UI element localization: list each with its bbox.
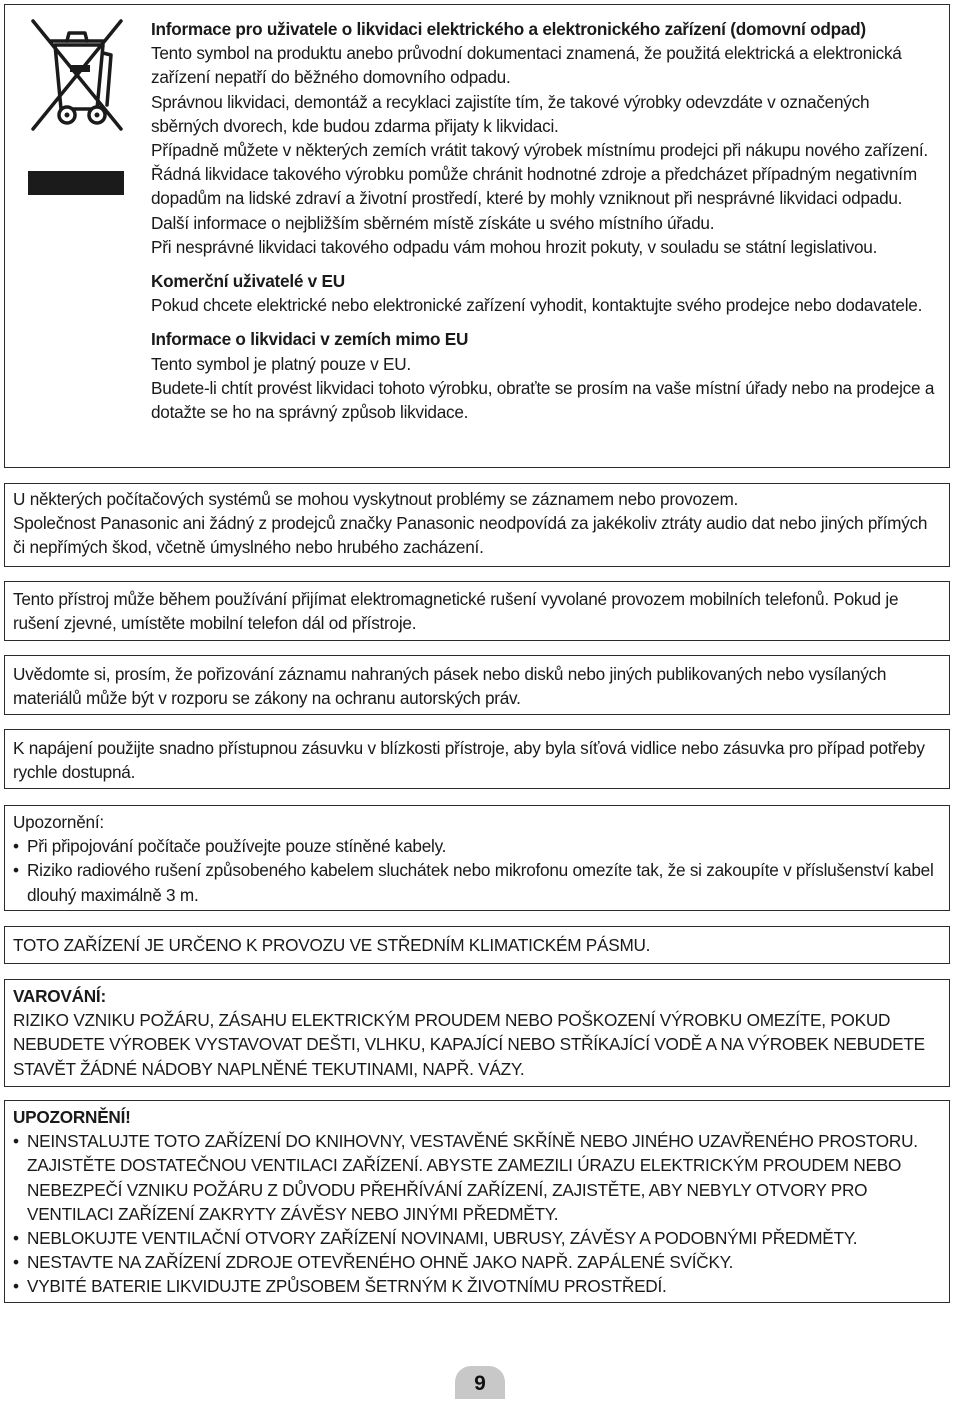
list-item-text: Při připojování počítače používejte pouze stíněné kabely. — [27, 836, 447, 857]
power-outlet-text: K napájení použijte snadno přístupnou zásuvku v blízkosti přístroje, aby byla síťová vidlice nebo zásuvka pro případ potřeby rychle dostupná. — [13, 738, 925, 783]
cable-notice-title: Upozornění: — [13, 812, 104, 832]
weee-paragraph: Při nesprávné likvidaci takového odpadu vám mohou hrozit pokuty, v souladu se státní legislativou. — [151, 236, 878, 257]
bullet-icon: • — [13, 1131, 19, 1152]
bullet-icon: • — [13, 1228, 19, 1249]
weee-paragraph: Případně můžete v některých zemích vrátit takový výrobek místnímu prodejci při nákupu nového zařízení. — [151, 140, 928, 161]
weee-disposal-box — [4, 4, 950, 468]
caution-box — [4, 1100, 950, 1303]
caution-title: UPOZORNĚNÍ! — [13, 1107, 131, 1127]
list-item-text: VYBITÉ BATERIE LIKVIDUJTE ZPŮSOBEM ŠETRNÝM K ŽIVOTNÍMU PROSTŘEDÍ. — [27, 1276, 667, 1297]
crossed-out-wheelie-bin-icon — [27, 15, 127, 135]
non-eu-paragraph: Tento symbol je platný pouze v EU. — [151, 353, 411, 374]
list-item — [13, 1129, 941, 1226]
list-item — [13, 858, 941, 906]
emi-notice-box — [4, 581, 950, 641]
bullet-icon: • — [13, 1252, 19, 1273]
bullet-icon: • — [13, 1276, 19, 1297]
list-item-text: NESTAVTE NA ZAŘÍZENÍ ZDROJE OTEVŘENÉHO OHNĚ JAKO NAPŘ. ZAPÁLENÉ SVÍČKY. — [27, 1252, 734, 1273]
business-users-text: Pokud chcete elektrické nebo elektronické zařízení vyhodit, kontaktujte svého prodejce nebo dodavatele. — [151, 295, 923, 316]
climate-text: TOTO ZAŘÍZENÍ JE URČENO K PROVOZU VE STŘEDNÍM KLIMATICKÉM PÁSMU. — [13, 935, 651, 955]
warning-title: VAROVÁNÍ: — [13, 986, 106, 1006]
list-item — [13, 1226, 941, 1250]
bullet-icon: • — [13, 860, 19, 881]
list-item-text: Riziko radiového rušení způsobeného kabelem sluchátek nebo mikrofonu omezíte tak, že si zakoupíte v příslušenství kabel dlouhý maximálně 3 m. — [27, 860, 934, 905]
list-item — [13, 1250, 941, 1274]
data-loss-text: U některých počítačových systémů se mohou vyskytnout problémy se záznamem nebo provozem. — [13, 489, 739, 509]
page-number: 9 — [455, 1366, 505, 1399]
copyright-notice-box — [4, 655, 950, 715]
weee-text-block — [151, 17, 941, 424]
liability-text: Společnost Panasonic ani žádný z prodejců značky Panasonic neodpovídá za jakékoliv ztráty audio dat nebo jiných přímých či nepřímých škod, včetně úmyslného nebo hrubého zacházení. — [13, 513, 928, 558]
weee-paragraph: Řádná likvidace takového výrobku pomůže chránit hodnotné zdroje a předcházet případným negativním dopadům na lidské zdraví a životní prostředí, které by mohly vzniknout při nesprávné likvidaci odpadu. Další informace o nejbližším sběrném místě získáte u svého místního úřadu. — [151, 164, 917, 233]
list-item — [13, 834, 941, 858]
emi-text: Tento přístroj může během používání přijímat elektromagnetické rušení vyvolané provozem mobilních telefonů. Pokud je rušení zjevné, umístěte mobilní telefon dál od přístroje. — [13, 589, 899, 634]
weee-title: Informace pro uživatele o likvidaci elektrického a elektronického zařízení (domovní odpad) — [151, 19, 866, 39]
non-eu-paragraph: Budete-li chtít provést likvidaci tohoto výrobku, obraťte se prosím na vaše místní úřady nebo na prodejce a dotažte se ho na správný způsob likvidace. — [151, 377, 935, 423]
list-item — [13, 1274, 941, 1298]
copyright-text: Uvědomte si, prosím, že pořizování záznamu nahraných pásek nebo disků nebo jiných publikovaných nebo vysílaných materiálů může být v rozporu se zákony na ochranu autorských práv. — [13, 664, 887, 709]
non-eu-title: Informace o likvidaci v zemích mimo EU — [151, 329, 469, 350]
list-item-text: NEINSTALUJTE TOTO ZAŘÍZENÍ DO KNIHOVNY, VESTAVĚNÉ SKŘÍNĚ NEBO JINÉHO UZAVŘENÉHO PROSTORU. ZAJISTĚTE DOSTATEČNOU VENTILACI ZAŘÍZENÍ. ABYSTE ZAMEZILI ÚRAZU ELEKTRICKÝM PROUDEM NEBO NEBEZPEČÍ VZNIKU POŽÁRU Z DŮVODU PŘEHŘÍVÁNÍ ZAŘÍZENÍ, ZAJISTĚTE, ABY NEBYLY OTVORY PRO VENTILACI ZAŘÍZENÍ ZAKRYTY ZÁVĚSY NEBO JINÝMI PŘEDMĚTY. — [27, 1131, 918, 1224]
weee-paragraph: Správnou likvidaci, demontáž a recyklaci zajistíte tím, že takové výrobky odevzdáte v označených sběrných dvorech, kde budou zdarma přijaty k likvidaci. — [151, 91, 870, 136]
list-item-text: NEBLOKUJTE VENTILAČNÍ OTVORY ZAŘÍZENÍ NOVINAMI, UBRUSY, ZÁVĚSY A PODOBNÝMI PŘEDMĚTY. — [27, 1228, 858, 1249]
power-outlet-notice-box — [4, 729, 950, 789]
warning-text: RIZIKO VZNIKU POŽÁRU, ZÁSAHU ELEKTRICKÝM PROUDEM NEBO POŠKOZENÍ VÝROBKU OMEZÍTE, POKUD NEBUDETE VÝROBEK VYSTAVOVAT DEŠTI, VLHKU, KAPAJÍCÍ NEBO STŘÍKAJÍCÍ VODĚ A NA VÝROBEK NEBUDETE STAVĚT ŽÁDNÉ NÁDOBY NAPLNĚNÉ TEKUTINAMI, NAPŘ. VÁZY. — [13, 1010, 925, 1079]
data-loss-notice-box — [4, 483, 950, 567]
warning-box — [4, 979, 950, 1087]
bullet-icon: • — [13, 836, 19, 857]
weee-paragraph: Tento symbol na produktu anebo průvodní dokumentaci znamená, že použitá elektrická a elektronická zařízení nepatří do běžného domovního odpadu. — [151, 43, 902, 88]
business-users-title: Komerční uživatelé v EU — [151, 271, 345, 292]
cable-notice-box — [4, 805, 950, 911]
climate-notice-box — [4, 926, 950, 964]
weee-solid-bar — [28, 171, 124, 195]
